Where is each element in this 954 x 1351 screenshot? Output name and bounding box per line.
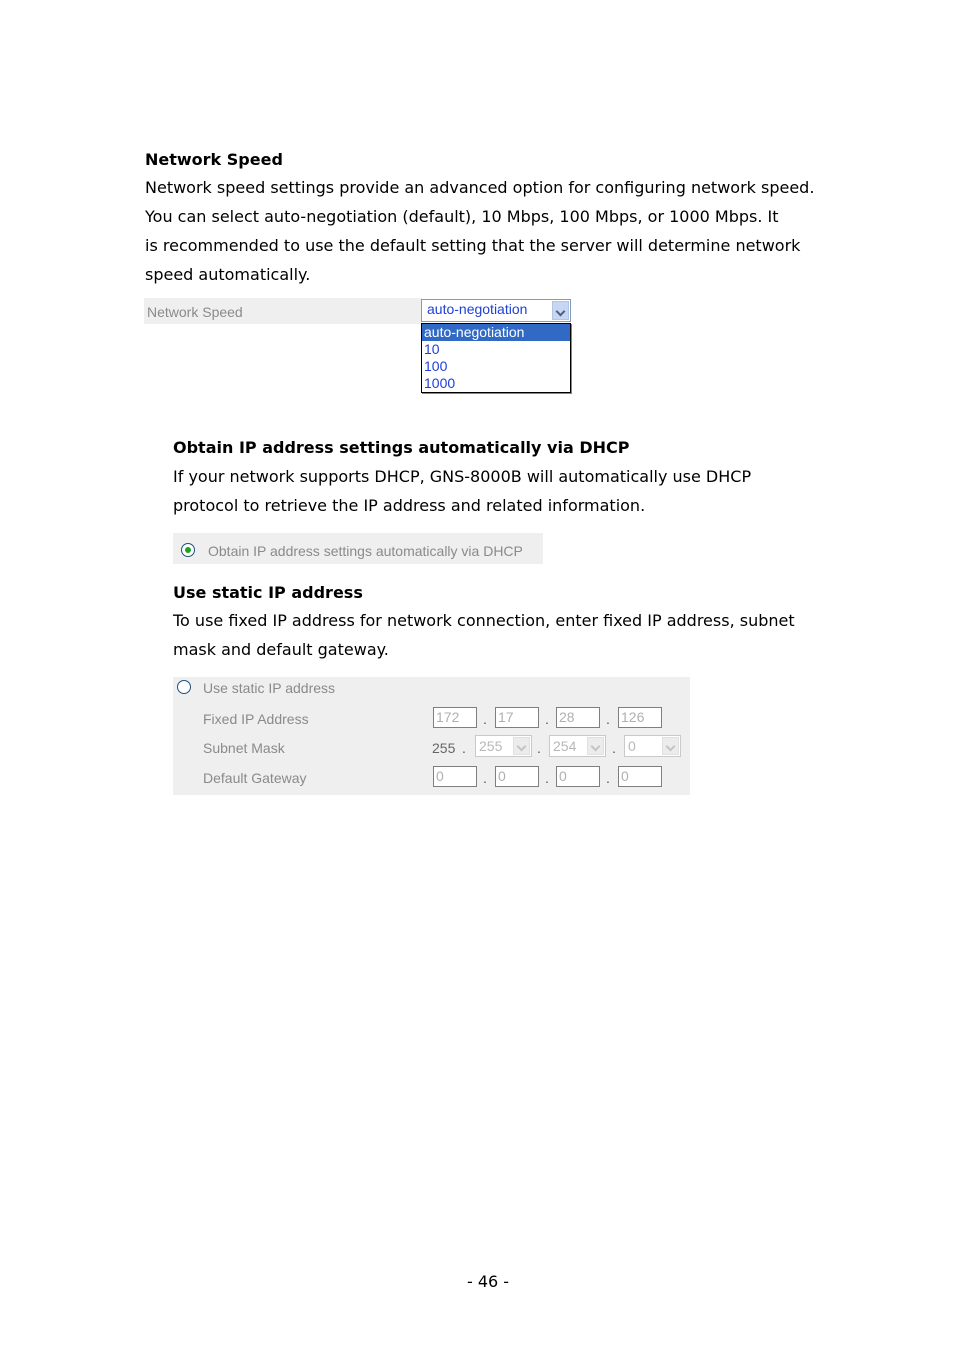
page-number: - 46 - (467, 1272, 510, 1291)
network-speed-description (145, 173, 845, 289)
static-ip-heading: Use static IP address (173, 583, 363, 602)
network-speed-select[interactable] (421, 299, 571, 322)
octet-separator: . (483, 770, 487, 786)
dhcp-radio-label: Obtain IP address settings automatically via DHCP (208, 543, 523, 559)
chevron-down-icon[interactable] (587, 737, 604, 755)
gateway-octet-1[interactable]: 0 (433, 766, 477, 787)
gateway-octet-2[interactable]: 0 (495, 766, 539, 787)
dhcp-screenshot (173, 533, 543, 564)
dhcp-heading: Obtain IP address settings automatically via DHCP (173, 438, 630, 457)
fixed-ip-octet-2[interactable]: 17 (495, 707, 539, 728)
subnet-mask-label: Subnet Mask (203, 740, 285, 756)
octet-separator: . (612, 740, 616, 756)
network-speed-screenshot (144, 298, 574, 398)
dropdown-option-auto-negotiation[interactable]: auto-negotiation (422, 324, 570, 341)
network-speed-selected-value: auto-negotiation (427, 301, 528, 317)
paragraph-line: is recommended to use the default setting that the server will determine network (145, 236, 801, 255)
paragraph-line: You can select auto-negotiation (default), 10 Mbps, 100 Mbps, or 1000 Mbps. It (145, 207, 779, 226)
dropdown-option-100[interactable]: 100 (424, 358, 448, 374)
fixed-ip-octet-3[interactable]: 28 (556, 707, 600, 728)
fixed-ip-octet-1[interactable]: 172 (433, 707, 477, 728)
default-gateway-label: Default Gateway (203, 770, 307, 786)
subnet-octet-3-select[interactable] (549, 735, 606, 757)
paragraph-line: Network speed settings provide an advanced option for configuring network speed. (145, 178, 815, 197)
subnet-octet-2-select[interactable] (475, 735, 532, 757)
static-ip-description (173, 606, 853, 664)
fixed-ip-label: Fixed IP Address (203, 711, 309, 727)
network-speed-heading: Network Speed (145, 150, 283, 169)
dropdown-option-10[interactable]: 10 (424, 341, 440, 357)
gateway-octet-4[interactable]: 0 (618, 766, 662, 787)
octet-separator: . (606, 770, 610, 786)
subnet-octet-3-value: 254 (553, 738, 577, 754)
octet-separator: . (483, 711, 487, 727)
static-ip-radio-label: Use static IP address (203, 680, 336, 696)
dropdown-option-1000[interactable]: 1000 (424, 375, 456, 391)
dhcp-radio[interactable] (181, 543, 195, 557)
chevron-down-icon[interactable] (552, 301, 569, 320)
subnet-octet-2-value: 255 (479, 738, 503, 754)
octet-separator: . (545, 770, 549, 786)
octet-separator: . (545, 711, 549, 727)
fixed-ip-octet-4[interactable]: 126 (618, 707, 662, 728)
paragraph-line: mask and default gateway. (173, 640, 389, 659)
paragraph-line: protocol to retrieve the IP address and related information. (173, 496, 646, 515)
paragraph-line: speed automatically. (145, 265, 311, 284)
chevron-down-icon[interactable] (513, 737, 530, 755)
subnet-octet-1: 255 (432, 740, 456, 756)
paragraph-line: If your network supports DHCP, GNS-8000B will automatically use DHCP (173, 467, 752, 486)
static-ip-screenshot (173, 677, 690, 795)
network-speed-dropdown-list (421, 323, 571, 393)
dhcp-description (173, 462, 853, 520)
octet-separator: . (537, 740, 541, 756)
gateway-octet-3[interactable]: 0 (556, 766, 600, 787)
octet-separator: . (462, 740, 466, 756)
chevron-down-icon[interactable] (662, 737, 679, 755)
network-speed-label: Network Speed (147, 304, 243, 320)
static-ip-radio[interactable] (177, 680, 191, 694)
subnet-octet-4-select[interactable] (624, 735, 681, 757)
subnet-octet-4-value: 0 (628, 738, 636, 754)
octet-separator: . (606, 711, 610, 727)
paragraph-line: To use fixed IP address for network connection, enter fixed IP address, subnet (173, 611, 795, 630)
